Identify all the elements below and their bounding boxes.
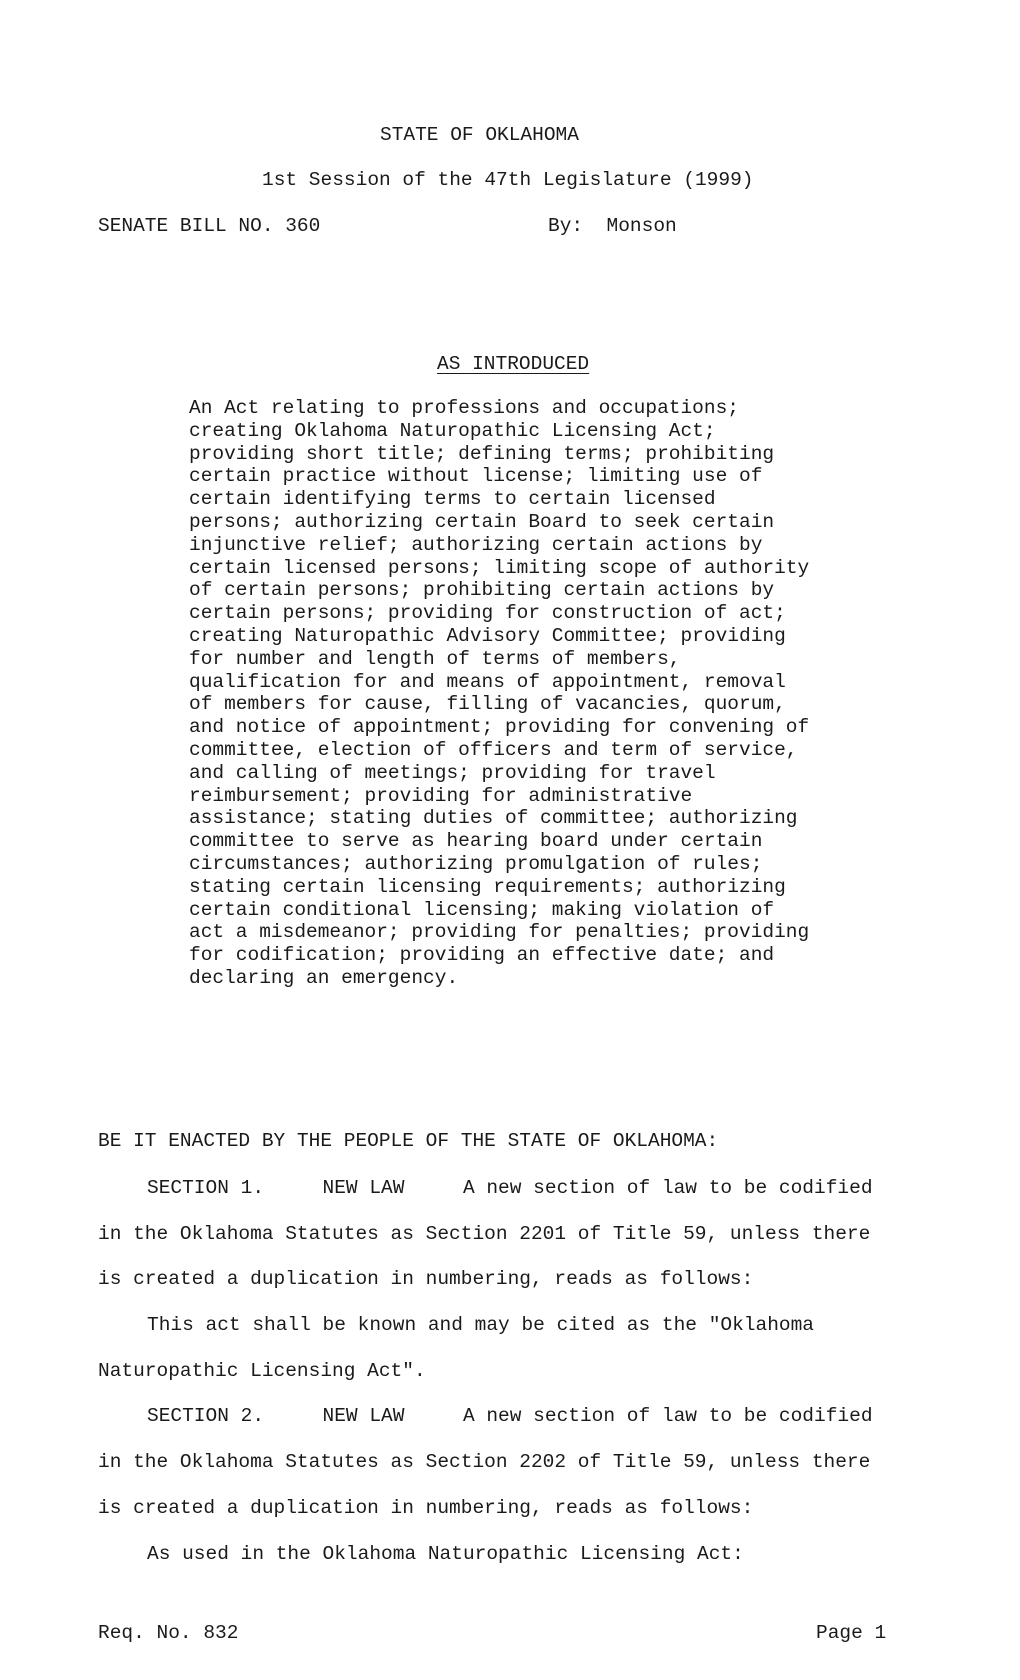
title-line: committee to serve as hearing board under certain [189, 830, 763, 853]
title-line: persons; authorizing certain Board to seek certain [189, 510, 775, 533]
body-line: Naturopathic Licensing Act". [98, 1359, 426, 1382]
title-line: certain conditional licensing; making violation of [189, 898, 775, 921]
body-line: This act shall be known and may be cited as the "Oklahoma [147, 1314, 815, 1337]
bill-title-block [189, 397, 809, 990]
title-line: certain practice without license; limiting use of [189, 465, 763, 488]
title-line: reimbursement; providing for administrative [189, 784, 693, 807]
enacting-clause: BE IT ENACTED BY THE PEOPLE OF THE STATE OF OKLAHOMA: [98, 1130, 719, 1152]
title-line: certain identifying terms to certain licensed [189, 488, 716, 511]
title-line: providing short title; defining terms; prohibiting [189, 442, 775, 465]
session-heading: 1st Session of the 47th Legislature (1999) [262, 169, 754, 191]
title-line: creating Oklahoma Naturopathic Licensing Act; [189, 419, 716, 442]
title-line: certain licensed persons; limiting scope of authority [189, 556, 810, 579]
title-line: committee, election of officers and term of service, [189, 738, 798, 761]
title-line: and notice of appointment; providing for convening of [189, 716, 810, 739]
title-line: for codification; providing an effective date; and [189, 944, 775, 967]
state-heading: STATE OF OKLAHOMA [380, 124, 579, 146]
body-line: As used in the Oklahoma Naturopathic Licensing Act: [147, 1542, 744, 1565]
body-line: in the Oklahoma Statutes as Section 2201 of Title 59, unless there [98, 1222, 871, 1245]
title-line: for number and length of terms of members, [189, 647, 681, 670]
title-line: qualification for and means of appointment, removal [189, 670, 786, 693]
body-line: SECTION 2. NEW LAW A new section of law to be codified [147, 1405, 873, 1428]
bill-status: AS INTRODUCED [437, 353, 590, 375]
title-line: stating certain licensing requirements; authorizing [189, 875, 786, 898]
body-line: SECTION 1. NEW LAW A new section of law to be codified [147, 1177, 873, 1199]
body-line: is created a duplication in numbering, reads as follows: [98, 1496, 754, 1519]
request-number: Req. No. 832 [98, 1622, 239, 1644]
title-line: of members for cause, filling of vacancies, quorum, [189, 693, 786, 716]
title-line: certain persons; providing for construction of act; [189, 602, 786, 625]
title-line: act a misdemeanor; providing for penalties; providing [189, 921, 810, 944]
title-line: assistance; stating duties of committee; authorizing [189, 807, 798, 830]
title-line: of certain persons; prohibiting certain actions by [189, 579, 775, 602]
bill-author: By: Monson [548, 215, 677, 237]
bill-number: SENATE BILL NO. 360 [98, 215, 321, 237]
title-line: creating Naturopathic Advisory Committee; providing [189, 624, 786, 647]
title-line: An Act relating to professions and occupations; [189, 397, 739, 419]
title-line: circumstances; authorizing promulgation of rules; [189, 852, 763, 875]
page-number: Page 1 [816, 1622, 887, 1644]
title-line: and calling of meetings; providing for travel [189, 761, 716, 784]
bill-body [98, 1176, 873, 1587]
title-line: declaring an emergency. [189, 966, 459, 989]
body-line: is created a duplication in numbering, reads as follows: [98, 1268, 754, 1291]
title-line: injunctive relief; authorizing certain actions by [189, 533, 763, 556]
body-line: in the Oklahoma Statutes as Section 2202 of Title 59, unless there [98, 1451, 871, 1474]
